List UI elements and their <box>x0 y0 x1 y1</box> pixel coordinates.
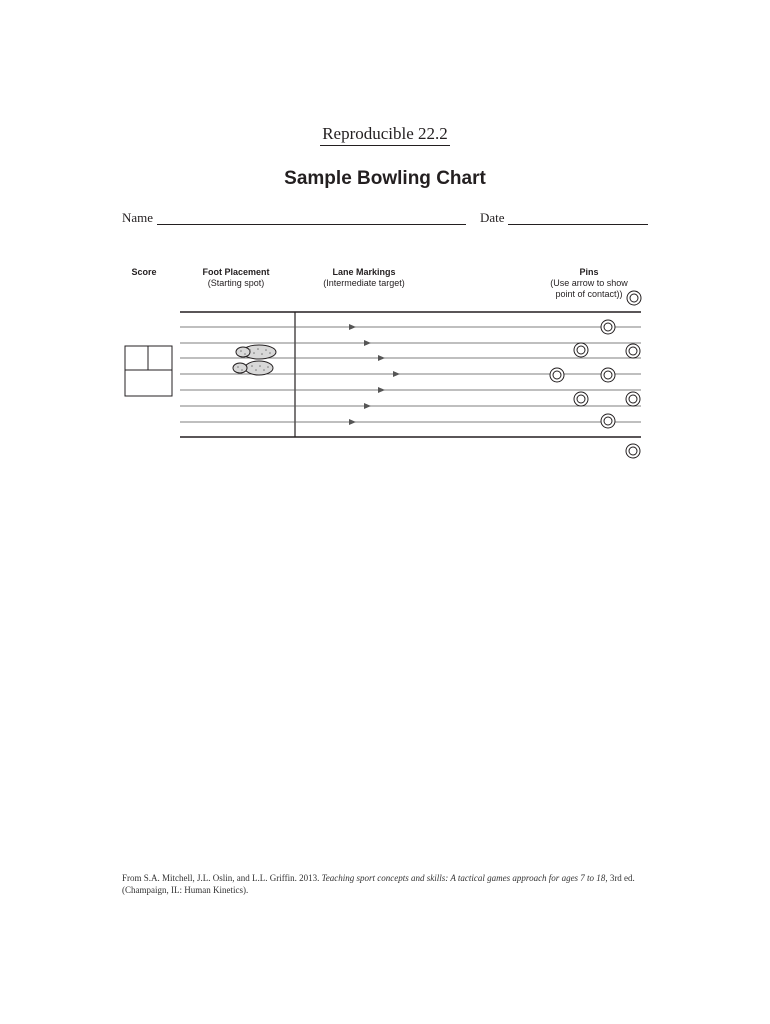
pin[interactable] <box>601 320 615 334</box>
pin[interactable] <box>601 368 615 382</box>
pin[interactable] <box>574 343 588 357</box>
footprints-icon <box>233 345 276 375</box>
lane-arrow[interactable] <box>364 403 371 409</box>
pin[interactable] <box>550 368 564 382</box>
reproducible-text: Reproducible 22.2 <box>320 124 450 146</box>
citation <box>122 872 682 896</box>
pins <box>550 291 641 458</box>
lane-arrow[interactable] <box>393 371 400 377</box>
lane-boards <box>180 327 641 422</box>
citation-suffix: , 3rd ed. <box>605 873 635 883</box>
pin[interactable] <box>626 444 640 458</box>
lane-arrow[interactable] <box>364 340 371 346</box>
foot-placement-header: Foot Placement (Starting spot) <box>202 267 270 288</box>
lane-markings-header: Lane Markings (Intermediate target) <box>323 267 405 288</box>
page-title: Sample Bowling Chart <box>284 168 486 189</box>
lane-arrow[interactable] <box>349 324 356 330</box>
name-label: Name <box>122 210 154 225</box>
pin[interactable] <box>626 344 640 358</box>
citation-line2: (Champaign, IL: Human Kinetics). <box>122 885 249 895</box>
citation-book-title: Teaching sport concepts and skills: A tactical games approach for ages 7 to 18 <box>321 873 606 883</box>
citation-prefix: From S.A. Mitchell, J.L. Oslin, and L.L. Griffin. 2013. <box>122 873 322 883</box>
pins-header: Pins (Use arrow to show point of contact)) <box>550 267 628 299</box>
date-label: Date <box>480 210 505 225</box>
pin[interactable] <box>574 392 588 406</box>
lane-marking-arrows <box>349 324 400 425</box>
pin[interactable] <box>601 414 615 428</box>
lane-arrow[interactable] <box>378 355 385 361</box>
score-header: Score <box>131 267 157 277</box>
pin[interactable] <box>627 291 641 305</box>
score-box[interactable] <box>125 346 172 396</box>
pin[interactable] <box>626 392 640 406</box>
bowling-lane-diagram <box>0 0 770 480</box>
lane-arrow[interactable] <box>378 387 385 393</box>
lane-arrow[interactable] <box>349 419 356 425</box>
